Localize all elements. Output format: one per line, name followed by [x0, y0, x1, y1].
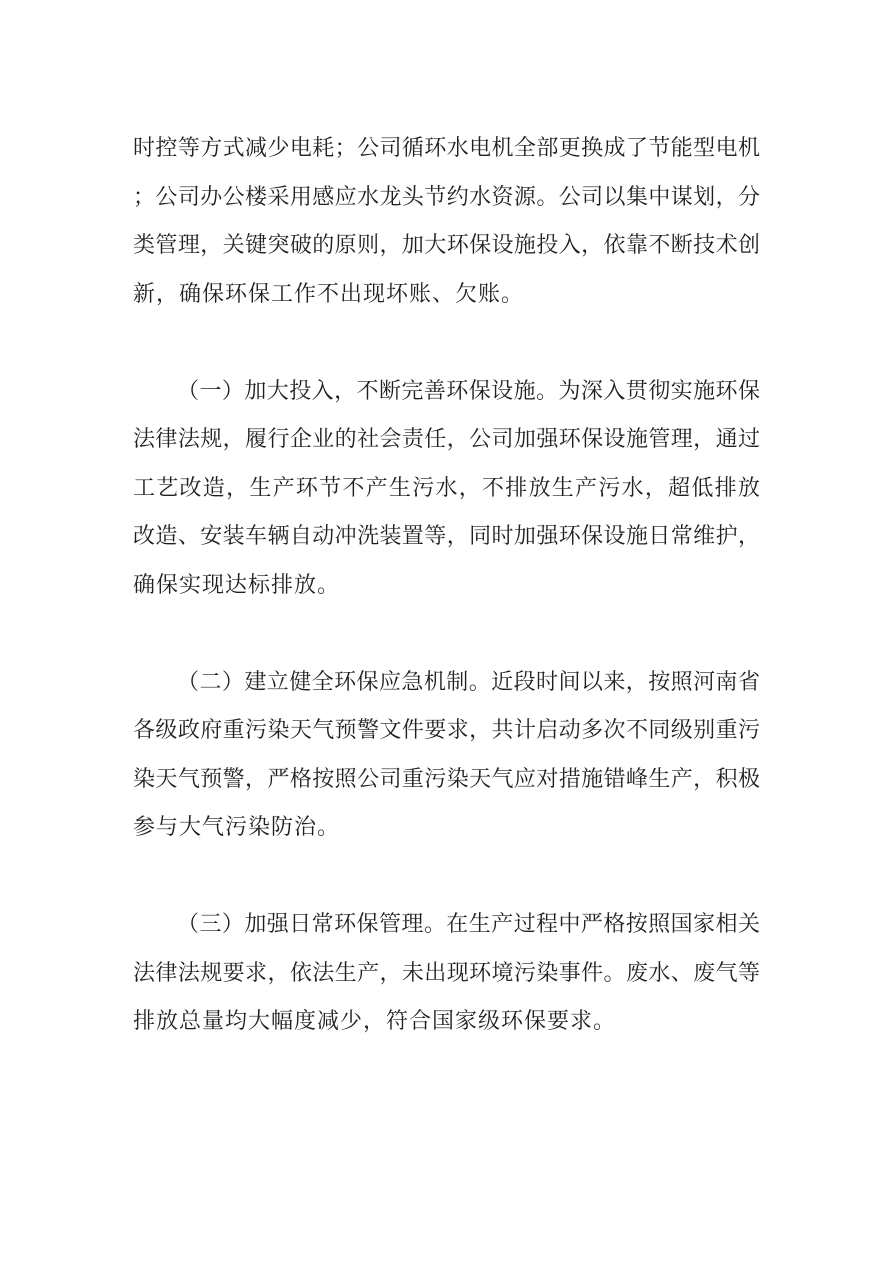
text-line: （ 二 ） 建 立 健 全 环 保 应 急 机 制 。 近 段 时 间 以 来 ， 按 照 河 南 省: [177, 668, 760, 694]
text-line: ； 公 司 办 公 楼 采 用 感 应 水 龙 头 节 约 水 资 源 。 公 司 以 集 中 谋 划 ， 分: [133, 183, 760, 209]
text-line: 新，确保环保工作不出现坏账、欠账。: [133, 280, 525, 306]
text-line: 各 级 政 府 重 污 染 天 气 预 警 文 件 要 求 ， 共 计 启 动 多 次 不 同 级 别 重 污: [133, 717, 760, 742]
text-line: 类 管 理 ， 关 键 突 破 的 原 则 ， 加 大 环 保 设 施 投 入 ， 依 靠 不 断 技 术 创: [133, 232, 760, 257]
text-line: 时 控 等 方 式 减 少 电 耗 ； 公 司 循 环 水 电 机 全 部 更 换 成 了 节 能 型 电 机: [133, 135, 760, 160]
text-line: （ 一 ） 加 大 投 入 ， 不 断 完 善 环 保 设 施 。 为 深 入 贯 彻 实 施 环 保: [177, 377, 760, 403]
paragraph-item-1: [133, 367, 760, 610]
paragraph-item-3: [133, 900, 760, 1046]
paragraph-continuation: [133, 124, 760, 318]
text-line: 染 天 气 预 警 ， 严 格 按 照 公 司 重 污 染 天 气 应 对 措 施 错 峰 生 产 ， 积 极: [133, 765, 760, 791]
text-line: 排放总量均大幅度减少，符合国家级环保要求。: [133, 1008, 617, 1033]
text-line: 确保实现达标排放。: [133, 571, 341, 597]
paragraph-item-2: [133, 658, 760, 852]
text-line: 法 律 法 规 要 求 ， 依 法 生 产 ， 未 出 现 环 境 污 染 事 件 。 废 水 、 废 气 等: [133, 959, 760, 985]
text-line: 改 造 、 安 装 车 辆 自 动 冲 洗 装 置 等 ， 同 时 加 强 环 保 设 施 日 常 维 护 ，: [133, 523, 760, 548]
text-line: 工 艺 改 造 ， 生 产 环 节 不 产 生 污 水 ， 不 排 放 生 产 污 水 ， 超 低 排 放: [133, 474, 760, 500]
text-line: （ 三 ） 加 强 日 常 环 保 管 理 。 在 生 产 过 程 中 严 格 按 照 国 家 相 关: [177, 911, 760, 936]
text-line: 参与大气污染防治。: [133, 814, 341, 839]
text-line: 法 律 法 规 ， 履 行 企 业 的 社 会 责 任 ， 公 司 加 强 环 保 设 施 管 理 ， 通 过: [133, 426, 760, 451]
